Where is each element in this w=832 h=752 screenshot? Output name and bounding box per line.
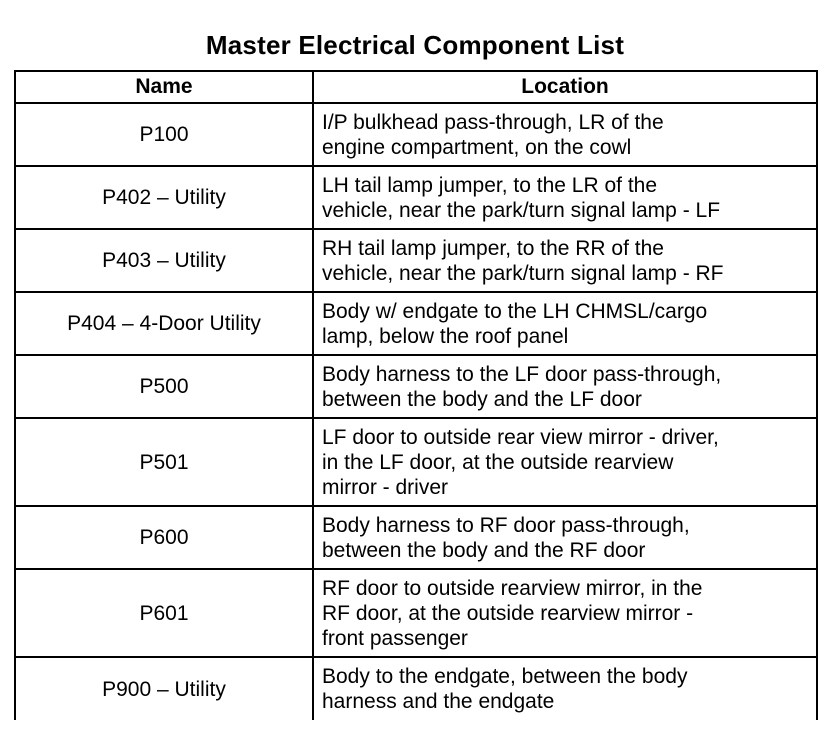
component-name: P900 – Utility — [15, 657, 313, 720]
location-line: between the body and the RF door — [322, 538, 646, 562]
component-location — [313, 506, 817, 569]
component-name: P500 — [15, 355, 313, 418]
table-header-row — [15, 71, 817, 103]
table-row — [15, 506, 817, 569]
component-location — [313, 355, 817, 418]
column-header-name: Name — [15, 71, 313, 103]
component-location — [313, 229, 817, 292]
location-line: I/P bulkhead pass-through, LR of the — [322, 110, 664, 134]
location-line: in the LF door, at the outside rearview — [322, 450, 674, 474]
location-line: LF door to outside rear view mirror - driver, — [322, 425, 719, 449]
location-line: RH tail lamp jumper, to the RR of the — [322, 236, 664, 260]
table-row — [15, 229, 817, 292]
component-name: P403 – Utility — [15, 229, 313, 292]
table-row — [15, 103, 817, 166]
component-name: P404 – 4-Door Utility — [15, 292, 313, 355]
component-location — [313, 657, 817, 720]
table-row — [15, 292, 817, 355]
location-line: engine compartment, on the cowl — [322, 135, 632, 159]
location-line: Body w/ endgate to the LH CHMSL/cargo — [322, 299, 708, 323]
column-header-location: Location — [313, 71, 817, 103]
page-title: Master Electrical Component List — [205, 30, 625, 60]
table-row — [15, 657, 817, 720]
location-line: RF door, at the outside rearview mirror - — [322, 601, 694, 625]
component-location — [313, 166, 817, 229]
location-line: LH tail lamp jumper, to the LR of the — [322, 173, 658, 197]
component-name: P100 — [15, 103, 313, 166]
component-name: P501 — [15, 418, 313, 506]
component-table — [14, 70, 818, 720]
component-location — [313, 569, 817, 657]
location-line: vehicle, near the park/turn signal lamp - LF — [322, 198, 721, 222]
location-line: RF door to outside rearview mirror, in the — [322, 576, 703, 600]
location-line: between the body and the LF door — [322, 387, 642, 411]
table-row — [15, 166, 817, 229]
location-line: mirror - driver — [322, 475, 448, 499]
table-row — [15, 569, 817, 657]
component-location — [313, 103, 817, 166]
location-line: Body harness to RF door pass-through, — [322, 513, 690, 537]
location-line: Body to the endgate, between the body — [322, 665, 688, 688]
location-line: lamp, below the roof panel — [322, 324, 569, 348]
table-row — [15, 418, 817, 506]
component-location — [313, 418, 817, 506]
table-row — [15, 355, 817, 418]
location-line: harness and the endgate — [322, 690, 555, 713]
component-name: P600 — [15, 506, 313, 569]
component-name: P402 – Utility — [15, 166, 313, 229]
location-line: vehicle, near the park/turn signal lamp - RF — [322, 261, 724, 285]
component-location — [313, 292, 817, 355]
location-line: Body harness to the LF door pass-through, — [322, 362, 722, 386]
component-name: P601 — [15, 569, 313, 657]
location-line: front passenger — [322, 626, 468, 650]
